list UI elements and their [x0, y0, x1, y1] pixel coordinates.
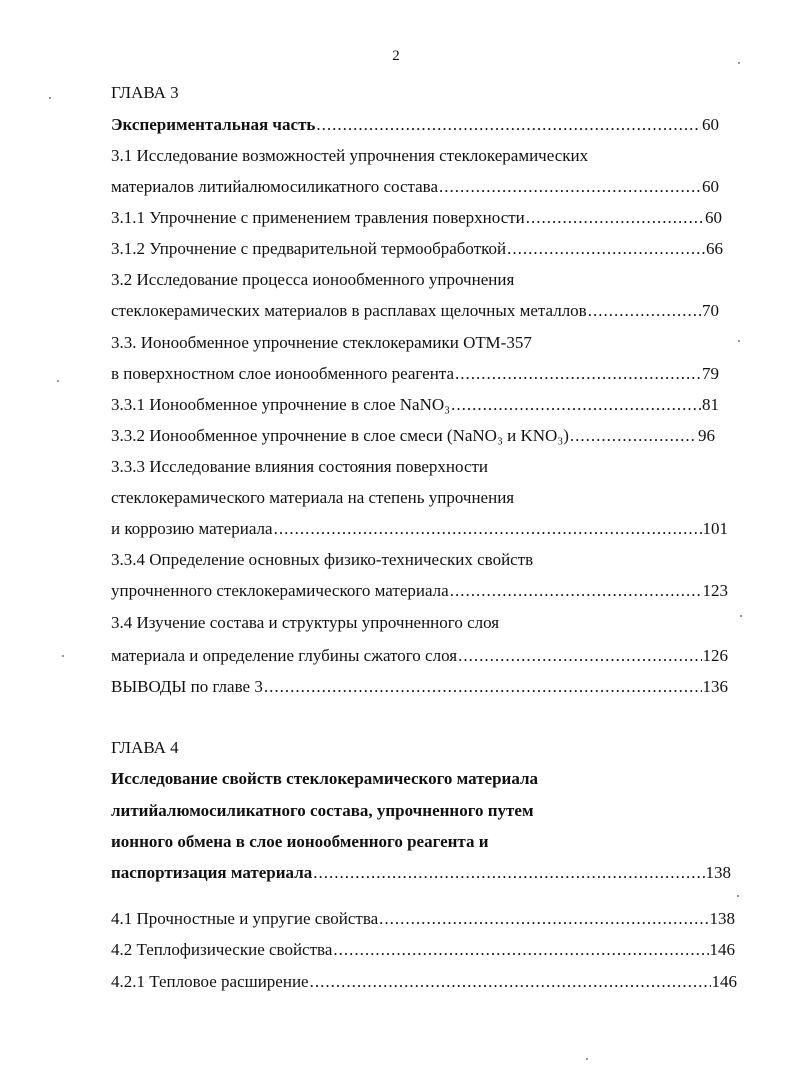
leader-dots — [570, 425, 697, 447]
leader-dots — [274, 518, 702, 540]
toc-entry-page: 146 — [709, 940, 735, 959]
toc-entry-3-1-1[interactable] — [111, 207, 722, 229]
toc-entry-chapter-3-title[interactable] — [111, 114, 719, 136]
toc-entry-title: ВЫВОДЫ по главе 3 — [111, 677, 263, 696]
toc-entry-title: и коррозию материала — [111, 519, 273, 538]
toc-entry-3-3-1[interactable] — [111, 394, 719, 416]
toc-entry-4-2[interactable] — [111, 939, 735, 961]
leader-dots — [455, 363, 701, 385]
leader-dots — [450, 580, 702, 602]
chapter-4-title-line-3: ионного обмена в слое ионообменного реагента и — [111, 832, 489, 851]
scan-speck — [738, 340, 740, 342]
toc-entry-page: 101 — [702, 519, 728, 538]
toc-entry-3-3[interactable] — [111, 363, 719, 385]
toc-entry-page: 70 — [702, 301, 719, 320]
leader-dots — [333, 939, 708, 961]
toc-entry-3-3-4-line-1: 3.3.4 Определение основных физико-технических свойств — [111, 550, 534, 569]
toc-entry-page: 123 — [702, 581, 728, 600]
toc-entry-title: в поверхностном слое ионообменного реагента — [111, 364, 455, 383]
scan-speck — [737, 895, 739, 897]
toc-entry-3-4-line-1: 3.4 Изучение состава и структуры упрочненного слоя — [111, 613, 500, 632]
toc-entry-page: 136 — [702, 677, 728, 696]
toc-entry-page: 79 — [702, 364, 719, 383]
toc-entry-title: 3.1.2 Упрочнение с предварительной термообработкой — [111, 239, 507, 258]
leader-dots — [588, 300, 701, 322]
toc-entry-3-4[interactable] — [111, 645, 728, 667]
toc-entry-4-2-1[interactable] — [111, 971, 737, 993]
toc-entry-title: Экспериментальная часть — [111, 115, 316, 134]
toc-entry-3-1[interactable] — [111, 176, 719, 198]
toc-entry-3-2[interactable] — [111, 300, 719, 322]
toc-entry-3-3-3[interactable] — [111, 518, 728, 540]
toc-entry-title: 4.1 Прочностные и упругие свойства — [111, 909, 379, 928]
leader-dots — [264, 676, 702, 698]
toc-entry-title: 3.3.2 Ионообменное упрочнение в слое смеси (NaNO₃ и KNO₃) — [111, 426, 569, 445]
leader-dots — [458, 645, 701, 667]
toc-entry-page: 138 — [705, 863, 731, 882]
toc-entry-page: 60 — [702, 115, 719, 134]
scan-speck — [62, 655, 64, 657]
scan-speck — [57, 380, 59, 382]
chapter-4-heading: ГЛАВА 4 — [111, 738, 179, 757]
toc-entry-title: 3.3.1 Ионообменное упрочнение в слое NaNO₃ — [111, 395, 451, 414]
leader-dots — [451, 394, 701, 416]
toc-entry-4-1[interactable] — [111, 908, 735, 930]
toc-entry-chapter-4-title[interactable] — [111, 862, 731, 884]
chapter-3-heading: ГЛАВА 3 — [111, 83, 179, 102]
toc-entry-page: 138 — [709, 909, 735, 928]
toc-entry-page: 81 — [702, 395, 719, 414]
toc-entry-3-2-line-1: 3.2 Исследование процесса ионообменного упрочнения — [111, 270, 515, 289]
scan-speck — [49, 97, 51, 99]
toc-entry-page: 60 — [702, 177, 719, 196]
scan-speck — [738, 62, 740, 64]
toc-entry-title: 4.2 Теплофизические свойства — [111, 940, 333, 959]
toc-entry-3-3-3-line-2: стеклокерамического материала на степень упрочнения — [111, 488, 515, 507]
toc-entry-title: 4.2.1 Тепловое расширение — [111, 972, 309, 991]
toc-entry-title: упрочненного стеклокерамического материала — [111, 581, 449, 600]
toc-entry-page: 66 — [706, 239, 723, 258]
toc-entry-3-1-line-1: 3.1 Исследование возможностей упрочнения стеклокерамических — [111, 146, 589, 165]
toc-entry-3-3-3-line-1: 3.3.3 Исследование влияния состояния поверхности — [111, 457, 489, 476]
leader-dots — [316, 114, 701, 136]
leader-dots — [439, 176, 701, 198]
toc-entry-title: паспортизация материала — [111, 863, 313, 882]
toc-entry-page: 60 — [705, 208, 722, 227]
chapter-4-title-line-1: Исследование свойств стеклокерамического материала — [111, 769, 539, 788]
toc-entry-3-1-2[interactable] — [111, 238, 723, 260]
leader-dots — [313, 862, 704, 884]
scan-speck — [586, 1058, 588, 1060]
leader-dots — [379, 908, 708, 930]
leader-dots — [526, 207, 704, 229]
chapter-4-title-line-2: литийалюмосиликатного состава, упрочненного путем — [111, 801, 534, 820]
scan-speck — [740, 615, 742, 617]
page-number: 2 — [392, 48, 400, 64]
toc-entry-3-3-line-1: 3.3. Ионообменное упрочнение стеклокерамики ОТМ-357 — [111, 333, 532, 352]
toc-entry-title: 3.1.1 Упрочнение с применением травления поверхности — [111, 208, 525, 227]
toc-entry-3-3-4[interactable] — [111, 580, 728, 602]
toc-entry-conclusions-3[interactable] — [111, 676, 728, 698]
toc-entry-page: 96 — [698, 426, 715, 445]
toc-entry-page: 146 — [711, 972, 737, 991]
toc-entry-page: 126 — [702, 646, 728, 665]
toc-entry-title: материала и определение глубины сжатого слоя — [111, 646, 458, 665]
toc-entry-3-3-2[interactable] — [111, 425, 715, 447]
leader-dots — [310, 971, 711, 993]
toc-entry-title: материалов литийалюмосиликатного состава — [111, 177, 439, 196]
leader-dots — [507, 238, 705, 260]
toc-entry-title: стеклокерамических материалов в расплавах щелочных металлов — [111, 301, 587, 320]
